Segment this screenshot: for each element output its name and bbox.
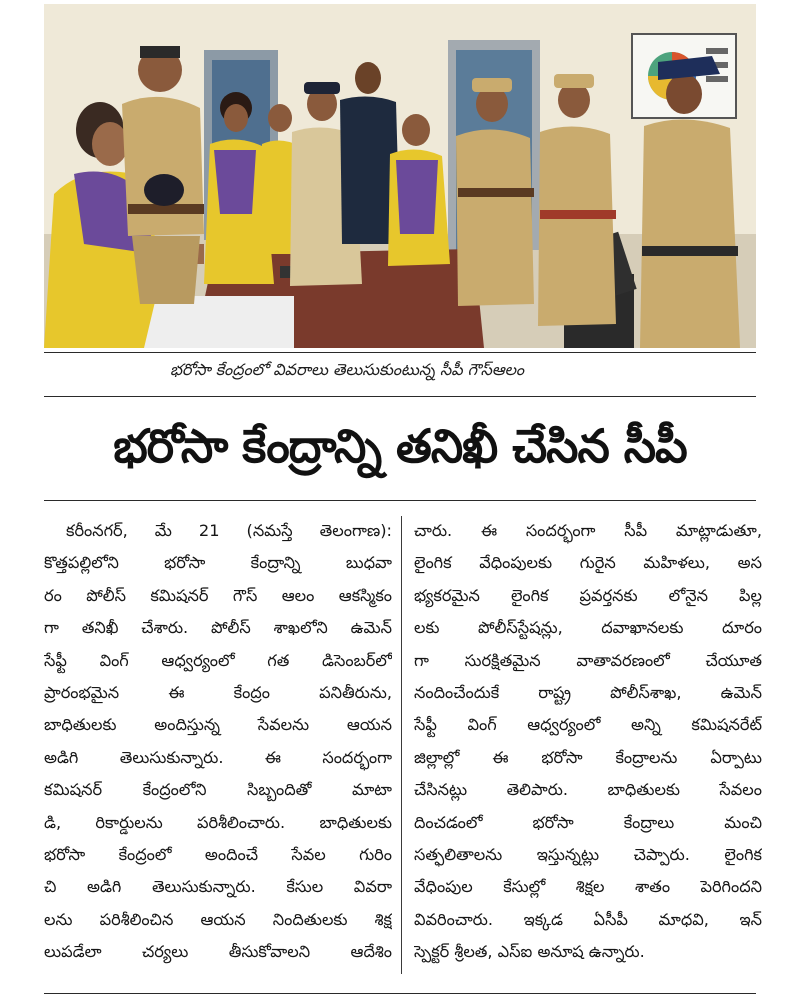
body-line: భరోసా కేంద్రంలో అందించే సేవల గురిం <box>44 844 392 864</box>
article-headline: భరోసా కేంద్రాన్ని తనిఖీ చేసిన సీపీ <box>113 419 687 473</box>
body-line: బాధితులకు అందిస్తున్న సేవలను ఆయన <box>44 715 392 735</box>
body-line: కరీంనగర్, మే 21 (నమస్తే తెలంగాణ): <box>66 521 392 540</box>
body-line: లుపడేలా చర్యలు తీసుకోవాలని ఆదేశిం <box>44 942 392 962</box>
caption-bottom-rule <box>44 396 756 397</box>
caption-top-rule <box>44 352 756 353</box>
column-divider <box>401 516 402 974</box>
body-line: వేధింపుల కేసుల్లో శిక్షల శాతం పెరిగిందని <box>414 877 762 897</box>
body-line: చేసినట్లు తెలిపారు. బాధితులకు సేవలం <box>414 780 762 800</box>
body-line: లను పరిశీలించిన ఆయన నిందితులకు శిక్ష <box>44 909 392 929</box>
body-line: చారు. ఈ సందర్భంగా సీపీ మాట్లాడుతూ, <box>414 521 762 540</box>
body-line: స్పెక్టర్ శ్రీలత, ఎస్‌ఐ అనూష ఉన్నారు. <box>414 942 645 962</box>
body-line: అడిగి తెలుసుకున్నారు. ఈ సందర్భంగా <box>44 747 392 767</box>
body-line: సత్ఫలితాలను ఇస్తున్నట్లు చెప్పారు. లైంగిక <box>414 844 762 864</box>
photo-illustration <box>44 4 756 348</box>
body-line: గా సురక్షితమైన వాతావరణంలో చేయూత <box>414 650 762 670</box>
left-column <box>44 515 392 968</box>
body-line: కమిషనర్ కేంద్రంలోని సిబ్బందితో మాటా <box>44 780 392 800</box>
body-line: జిల్లాల్లో ఈ భరోసా కేంద్రాలను ఏర్పాటు <box>414 747 762 767</box>
body-line: భ్యకరమైన లైంగిక ప్రవర్తనకు లోనైన పిల్ల <box>414 585 762 605</box>
right-column <box>414 515 762 968</box>
photo-caption: భరోసా కేంద్రంలో వివరాలు తెలుసుకుంటున్న సీపీ గౌస్‌ఆలం <box>170 360 525 379</box>
body-line: గా తనిఖీ చేశారు. పోలీస్ శాఖలోని ఉమెన్ <box>44 618 392 638</box>
body-line: కొత్తపల్లిలోని భరోసా కేంద్రాన్ని బుధవా <box>44 553 392 573</box>
headline-rule <box>44 500 756 501</box>
body-line: లకు పోలీస్‌స్టేషన్లు, దవాఖానలకు దూరం <box>414 618 762 638</box>
body-line: చి అడిగి తెలుసుకున్నారు. కేసుల వివరా <box>44 877 392 897</box>
body-line: నందించేందుకే రాష్ట్ర పోలీస్‌శాఖ, ఉమెన్ <box>414 682 762 702</box>
body-line: డి, రికార్డులను పరిశీలించారు. బాధితులకు <box>44 812 392 832</box>
body-line: రం పోలీస్ కమిషనర్ గౌస్ ఆలం ఆకస్మికం <box>44 585 392 605</box>
body-line: లైంగిక వేధింపులకు గురైన మహిళలు, అస <box>414 553 762 573</box>
body-line: సేఫ్టీ వింగ్ ఆధ్వర్యంలో గత డిసెంబర్‌లో <box>44 650 392 670</box>
body-line: సేఫ్టీ వింగ్ ఆధ్వర్యంలో అన్ని కమిషనరేట్ <box>414 715 762 735</box>
body-line: వివరించారు. ఇక్కడ ఏసీపీ మాధవి, ఇన్ <box>414 909 762 929</box>
body-line: దించడంలో భరోసా కేంద్రాలు మంచి <box>414 812 762 832</box>
article-photo <box>44 4 756 348</box>
body-line: ప్రారంభమైన ఈ కేంద్రం పనితీరును, <box>44 682 392 702</box>
bottom-rule <box>44 993 756 994</box>
